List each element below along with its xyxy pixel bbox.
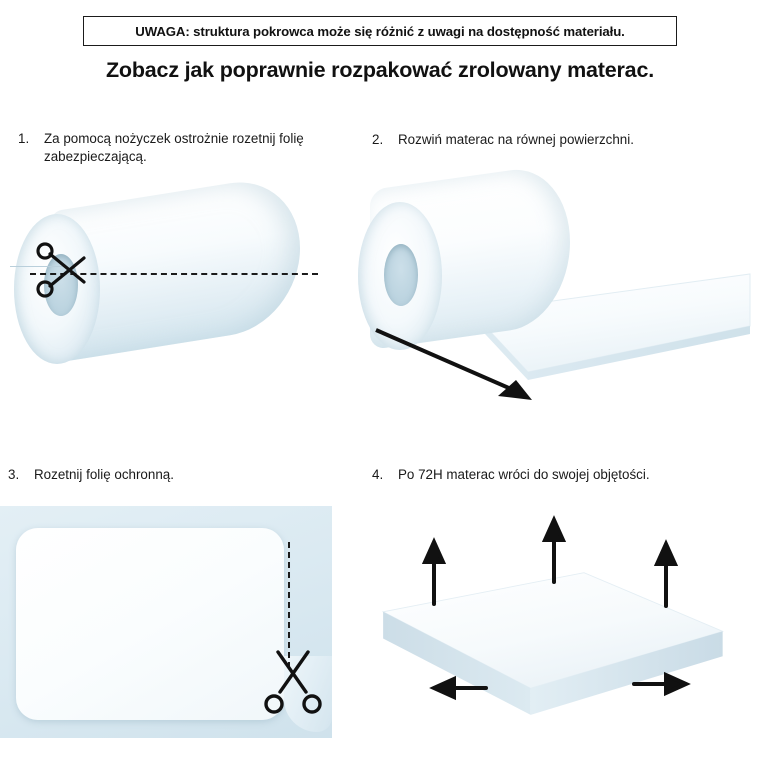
step-3-illustration: [0, 506, 340, 754]
step-1-heading: [18, 130, 318, 166]
expansion-arrows: [352, 506, 752, 746]
arrow-left-icon: [434, 679, 486, 697]
notice-banner: [83, 16, 677, 46]
mattress-under-foil: [16, 528, 284, 720]
step-3-text: Rozetnij folię ochronną.: [34, 467, 174, 482]
step-1-text: Za pomocą nożyczek ostrożnie rozetnij folię zabezpieczającą.: [44, 131, 304, 165]
arrow-right-icon: [634, 675, 686, 693]
step-4-illustration: [352, 506, 752, 746]
step-3-number: 3.: [8, 467, 20, 482]
step-1-illustration: [8, 178, 338, 398]
notice-text: UWAGA: struktura pokrowca może się różnić z uwagi na dostępność materiału.: [135, 23, 625, 39]
arrow-diagonal-icon: [370, 324, 550, 414]
arrow-up-icon: [657, 544, 675, 606]
step-4-number: 4.: [372, 467, 384, 482]
step-3-heading: [8, 466, 308, 484]
step-4-text: Po 72H materac wróci do swojej objętości.: [398, 467, 650, 482]
step-4-heading: [372, 466, 712, 484]
step-2-illustration: [352, 166, 752, 426]
scissors-icon: [258, 646, 328, 722]
arrow-up-icon: [545, 520, 563, 582]
roll-core-hole: [384, 244, 418, 306]
step-1-number: 1.: [18, 131, 30, 146]
scissors-icon: [32, 238, 96, 302]
page-title: Zobacz jak poprawnie rozpakować zrolowany materac.: [106, 58, 654, 82]
step-2-number: 2.: [372, 132, 384, 147]
step-2-heading: [372, 131, 702, 149]
step-2-text: Rozwiń materac na równej powierzchni.: [398, 132, 634, 147]
arrow-up-icon: [425, 542, 443, 604]
